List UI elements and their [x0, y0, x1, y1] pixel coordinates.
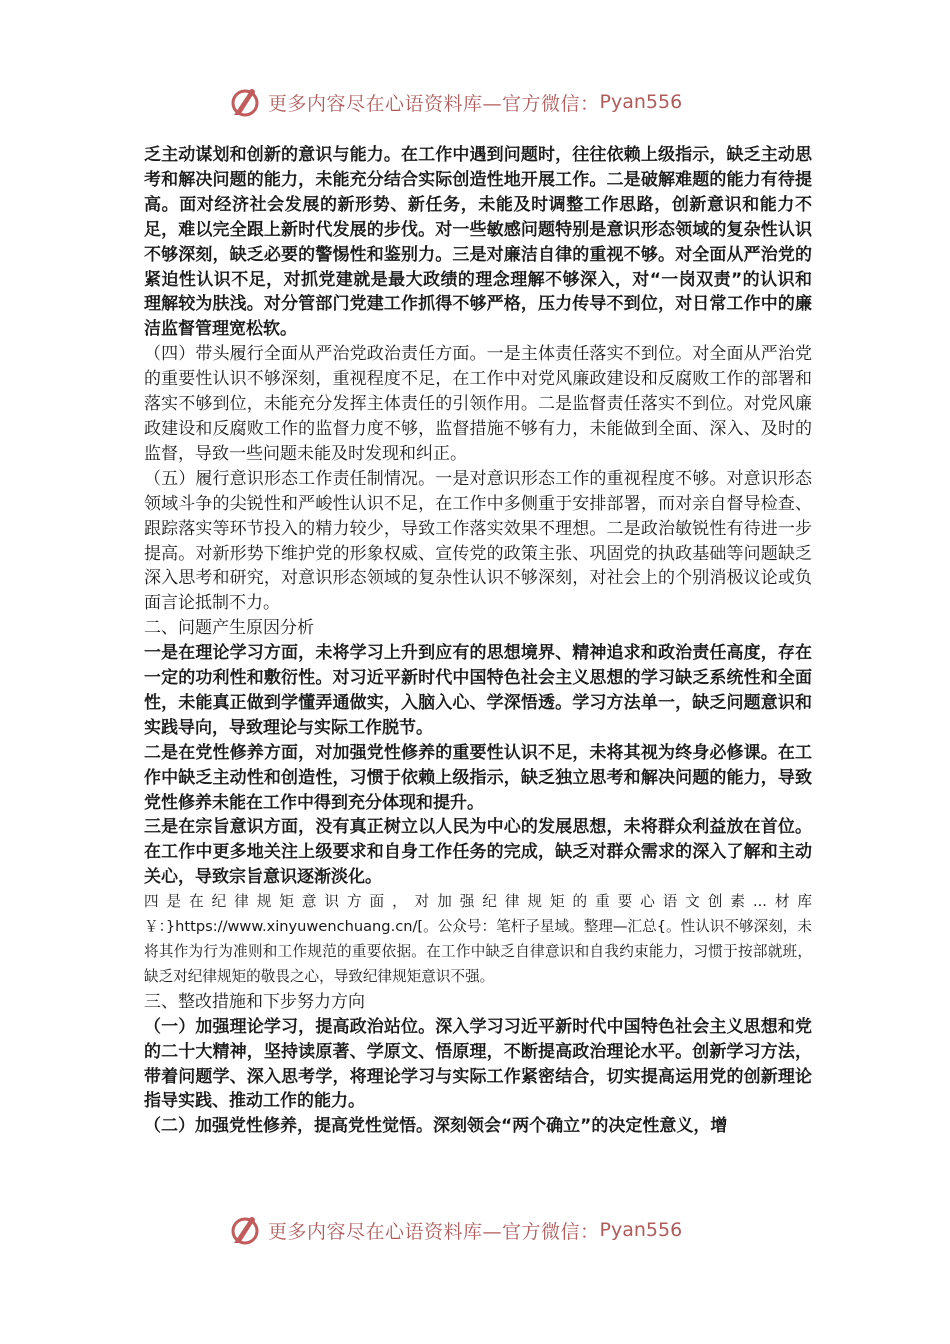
header-banner-text: 更多内容尽在心语资料库—官方微信： — [268, 92, 600, 115]
paragraph-1: 乏主动谋划和创新的意识与能力。在工作中遇到问题时，往往依赖上级指示，缺乏主动思考和解决问题的能力，未能充分结合实际创造性地开展工作。二是破解难题的能力有待提高。面对经济社会发展的新形势、新任务，未能及时调整工作思路，创新意识和能力不足，难以完全跟上新时代发展的步伐。对一些敏感问题特别是意识形态领域的复杂性认识不够深刻，缺乏必要的警惕性和鉴别力。三是对廉洁自律的重视不够。对全面从严治党的紧迫性认识不足，对抓党建就是最大政绩的理念理解不够深入，对“一岗双责”的认识和理解较为肤浅。对分管部门党建工作抓得不够严格，压力传导不到位，对日常工作中的廉洁监督管理宽松软。 — [144, 145, 812, 340]
paragraph-7: 三是在宗旨意识方面，没有真正树立以人民为中心的发展思想，未将群众利益放在首位。在工作中更多地关注上级要求和自身工作任务的完成，缺乏对群众需求的深入了解和主动关心，导致宗旨意识逐渐淡化。 — [144, 817, 812, 888]
brush-logo-icon — [228, 1213, 262, 1247]
paragraph-3: （五）履行意识形态工作责任制情况。一是对意识形态工作的重视程度不够。对意识形态领域斗争的尖锐性和严峻性认识不足，在工作中多侧重于安排部署，而对亲自督导检查、跟踪落实等环节投入的精力较少，导致工作落实效果不理想。二是政治敏锐性有待进一步提高。对新形势下维护党的形象权威、宣传党的政策主张、巩固党的执政基础等问题缺乏深入思考和研究，对意识形态领域的复杂性认识不够深刻，对社会上的个别消极议论或负面言论抵制不力。 — [144, 468, 812, 614]
paragraph-10: （一）加强理论学习，提高政治站位。深入学习习近平新时代中国特色社会主义思想和党的二十大精神，坚持读原著、学原文、悟原理，不断提高政治理论水平。创新学习方法，带着问题学、深入思考学，将理论学习与实际工作紧密结合，切实提高运用党的创新理论指导实践、推动工作的能力。 — [144, 1016, 812, 1112]
paragraph-11: （二）加强党性修养，提高党性觉悟。深刻领会“两个确立”的决定性意义，增 — [144, 1116, 728, 1137]
header-banner-id: Pyan556 — [599, 91, 683, 113]
paragraph-6: 二是在党性修养方面，对加强党性修养的重要性认识不足，未将其视为终身必修课。在工作中缺乏主动性和创造性，习惯于依赖上级指示，缺乏独立思考和解决问题的能力，导致党性修养未能在工作中得到充分体现和提升。 — [144, 742, 812, 813]
section-heading-3: 三、整改措施和下步努力方向 — [144, 991, 365, 1012]
brush-logo-icon — [228, 85, 262, 119]
footer-banner-text: 更多内容尽在心语资料库—官方微信： — [268, 1220, 600, 1243]
document-body — [144, 143, 812, 1139]
paragraph-2: （四）带头履行全面从严治党政治责任方面。一是主体责任落实不到位。对全面从严治党的重要性认识不够深刻，重视程度不足，在工作中对党风廉政建设和反腐败工作的部署和落实不够到位，未能充分发挥主体责任的引领作用。二是监督责任落实不到位。对党风廉政建设和反腐败工作的监督力度不够，监督措施不够有力，未能做到全面、深入、及时的监督，导致一些问题未能及时发现和纠正。 — [144, 344, 812, 464]
paragraph-5: 一是在理论学习方面，未将学习上升到应有的思想境界、精神追求和政治责任高度，存在一定的功利性和敷衍性。对习近平新时代中国特色社会主义思想的学习缺乏系统性和全面性，未能真正做到学懂弄通做实，入脑入心、学深悟透。学习方法单一，缺乏问题意识和实践导向，导致理论与实际工作脱节。 — [144, 643, 812, 738]
footer-banner — [228, 1210, 682, 1250]
paragraph-8: 四是在纪律规矩意识方面，对加强纪律规矩的重要心语文创素...材库￥：}https://www.xinyuwenchuang.cn/[。公众号：笔杆子星域。整理—汇总{。性认识不够深刻，未将其作为行为准则和工作规范的重要依据。在工作中缺乏自律意识和自我约束能力，习惯于按部就班，缺乏对纪律规矩的敬畏之心，导致纪律规矩意识不强。 — [144, 893, 812, 985]
section-heading-2: 二、问题产生原因分析 — [144, 618, 314, 639]
footer-banner-id: Pyan556 — [599, 1219, 683, 1241]
header-banner — [228, 82, 682, 122]
